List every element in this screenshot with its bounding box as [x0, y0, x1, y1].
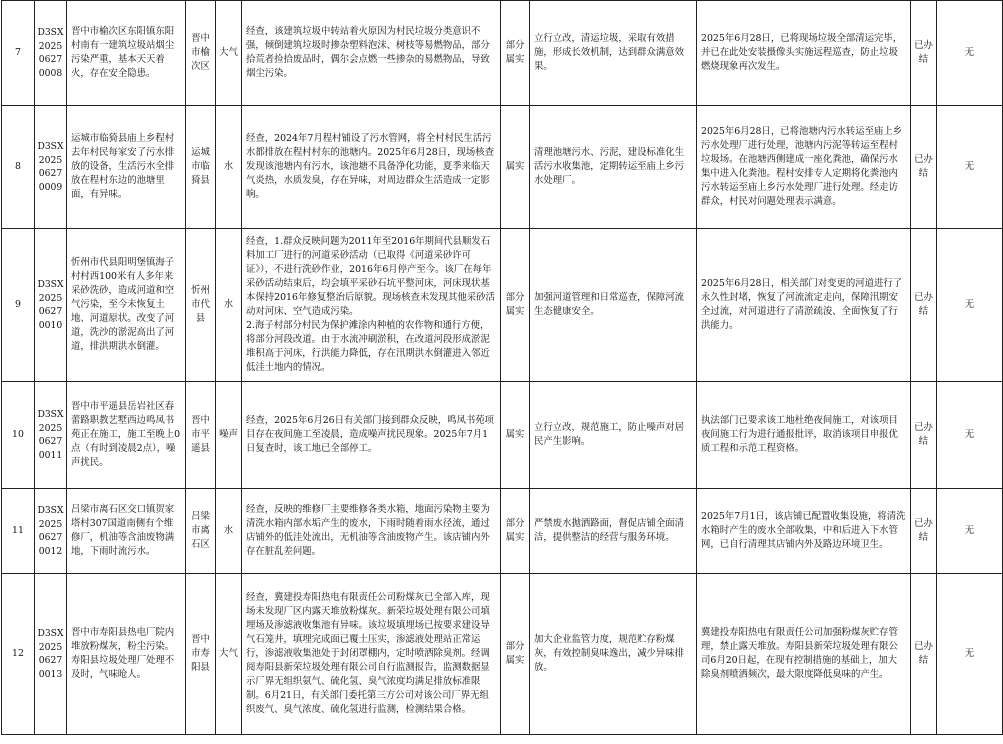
administrative-district: 运城市临猗县: [186, 106, 216, 229]
investigation-findings: 经查，该建筑垃圾中转站着火原因为村民垃圾分类意识不强，倾倒建筑垃圾时掺杂塑料泡沫、树枝等易燃物品，部分拾荒者捡拾废品时，偶尔会点燃一些掺杂的易燃物品，导致烟尘污染。: [242, 1, 501, 106]
investigation-findings: 经查，反映的维修厂主要维修各类水箱，地面污染物主要为清洗水箱内部水垢产生的废水，下雨时随着雨水径流，通过店铺外的低洼处流出，无机油等含油废物产生。该店铺内外存在脏乱差问题。: [242, 489, 501, 574]
verification-verdict: 部分属实: [501, 1, 530, 106]
verification-verdict: 属实: [501, 106, 530, 229]
case-status: 已办结: [911, 229, 937, 382]
table-row: [2, 229, 1003, 382]
administrative-district: 吕梁市离石区: [186, 489, 216, 574]
pollution-type: 噪声: [216, 382, 242, 489]
table-row: [2, 1, 1003, 106]
table-row: [2, 106, 1003, 229]
investigation-findings: 经查，2024年7月程村铺设了污水管网，将全村村民生活污水都排放在程村村东的池塘内。2025年6月28日，现场核查发现该池塘内有污水，该池塘不具备净化功能，夏季来临天气炎热，水质发臭，存在异味，对周边群众生活造成一定影响。: [242, 106, 501, 229]
pollution-type: 大气: [216, 574, 242, 735]
case-number: 11: [2, 489, 35, 574]
administrative-district: 忻州市代县: [186, 229, 216, 382]
verification-verdict: 部分属实: [501, 489, 530, 574]
case-status: 已办结: [911, 1, 937, 106]
handling-result: 2025年7月1日，该店铺已配置收集设施，将清洗水箱时产生的废水全部收集，中和后进入下水管网，已自行清理其店铺内外及路边环境卫生。: [697, 489, 911, 574]
case-number: 12: [2, 574, 35, 735]
table-row: [2, 574, 1003, 735]
complaint-content: 晋中市平遥县岳岩社区春蕾路职教艺墅西边鸣凤书苑正在施工，施工至晚上0点（有时到凌晨2点），噪声扰民。: [67, 382, 186, 489]
accountability: 无: [937, 489, 1003, 574]
verification-verdict: 部分属实: [501, 574, 530, 735]
case-code: D3SX202506270011: [35, 382, 67, 489]
rectification-goal: 立行立改，规范施工，防止噪声对居民产生影响。: [530, 382, 697, 489]
complaint-content: 忻州市代县阳明堡镇海子村村西100米有人多年来采砂洗砂，造成河道和空气污染，至今未恢复土地、河道原状。改变了河道，洗沙的淤泥高出了河道，排洪期洪水倒灌。: [67, 229, 186, 382]
case-code: D3SX202506270013: [35, 574, 67, 735]
accountability: 无: [937, 106, 1003, 229]
investigation-findings: 经查，冀建投寿阳热电有限责任公司粉煤灰已全部入库，现场未发现厂区内露天堆放粉煤灰。新荣垃圾处理有限公司填埋场及渗滤液收集池有异味。该垃圾填埋场已按要求建设导气石笼井，填埋完成面已覆土压实，渗滤液处理站正常运行，渗滤液收集池处于封闭罩棚内，定时喷洒除臭剂。经调阅寿阳县新荣垃圾处理有限公司自行监测报告，监测数据显示厂界无组织氨气、硫化氢、臭气浓度均满足排放标准限制。6月21日，有关部门委托第三方公司对该公司厂界无组织废气、臭气浓度、硫化氢进行监测，检测结果合格。: [242, 574, 501, 735]
case-number: 9: [2, 229, 35, 382]
investigation-findings: 经查，1.群众反映问题为2011年至2016年期间代县顺发石料加工厂进行的河道采砂活动（已取得《河道采砂许可证》），不进行洗砂作业，2016年6月停产至今。该厂在每年采砂活动结束后，均会填平采砂石坑平整河床，河床现状基本保持2016年修复整治后原貌。现场核查未发现其他采砂活动对河床、空气造成污染。 2.海子村部分村民为保护滩涂内种植的农作物和通行方便，将部分河段改道。由于水流冲刷淤积，在改道河段形成淤泥堆积高于河床，行洪能力降低，存在汛期洪水倒灌进入邻近低洼土地内的情况。: [242, 229, 501, 382]
pollution-type: 大气: [216, 1, 242, 106]
handling-result: 2025年6月28日，已将池塘内污水转运至庙上乡污水处理厂进行处理，池塘内污泥等转运至程村垃圾场。在池塘西侧建成一座化粪池，确保污水集中进入化粪池。程村安排专人定期将化粪池内污水转运至庙上乡污水处理厂进行处理。经走访群众，村民对问题处理表示满意。: [697, 106, 911, 229]
accountability: 无: [937, 229, 1003, 382]
case-code: D3SX202506270010: [35, 229, 67, 382]
administrative-district: 晋中市平遥县: [186, 382, 216, 489]
case-status: 已办结: [911, 489, 937, 574]
complaint-content: 晋中市榆次区东阳镇东阳村南有一建筑垃圾站烟尘污染严重，基本天天着火，存在安全隐患。: [67, 1, 186, 106]
case-number: 8: [2, 106, 35, 229]
rectification-goal: 立行立改，清运垃圾，采取有效措施，形成长效机制，达到群众满意效果。: [530, 1, 697, 106]
investigation-findings: 经查，2025年6月26日有关部门接到群众反映，鸣凤书苑项目存在夜间施工至凌晨，造成噪声扰民现象。2025年7月1日复查时，该工地已全部停工。: [242, 382, 501, 489]
complaint-content: 吕梁市离石区交口镇贺家塔村307国道南侧有个维修厂，机油等含油废物满地，下雨时流污水。: [67, 489, 186, 574]
case-status: 已办结: [911, 382, 937, 489]
handling-result: 执法部门已要求该工地杜绝夜间施工，对该项目夜间施工行为进行通报批评，取消该项目申报优质工程和示范工程资格。: [697, 382, 911, 489]
handling-result: 2025年6月28日，相关部门对变更的河道进行了永久性封堵，恢复了河流流定走向，保障汛期安全过流，对河道进行了清淤疏浚、全面恢复了行洪能力。: [697, 229, 911, 382]
pollution-type: 水: [216, 106, 242, 229]
verification-verdict: 部分属实: [501, 229, 530, 382]
accountability: 无: [937, 574, 1003, 735]
case-number: 10: [2, 382, 35, 489]
case-number: 7: [2, 1, 35, 106]
case-code: D3SX202506270009: [35, 106, 67, 229]
handling-result: 2025年6月28日，已将现场垃圾全部清运完毕，并已在此处安装摄像头实施远程巡查，防止垃圾燃烧现象再次发生。: [697, 1, 911, 106]
case-code: D3SX202506270008: [35, 1, 67, 106]
complaint-content: 晋中市寿阳县热电厂院内堆放粉煤灰，粉尘污染。寿阳县垃圾处理厂处理不及时，气味呛人。: [67, 574, 186, 735]
verification-verdict: 属实: [501, 382, 530, 489]
accountability: 无: [937, 1, 1003, 106]
accountability: 无: [937, 382, 1003, 489]
rectification-goal: 清理池塘污水、污泥，建设标准化生活污水收集池，定期转运至庙上乡污水处理厂。: [530, 106, 697, 229]
rectification-goal: 加强河道管理和日常巡查，保障河流生态健康安全。: [530, 229, 697, 382]
pollution-type: 水: [216, 229, 242, 382]
administrative-district: 晋中市榆次区: [186, 1, 216, 106]
rectification-goal: 加大企业监管力度，规范贮存粉煤灰，有效控制臭味逸出，减少异味排放。: [530, 574, 697, 735]
case-code: D3SX202506270012: [35, 489, 67, 574]
administrative-district: 晋中市寿阳县: [186, 574, 216, 735]
handling-result: 冀建投寿阳热电有限责任公司加强粉煤灰贮存管理，禁止露天堆放。寿阳县新荣垃圾处理有限公司6月20日起，在现有控制措施的基础上，加大除臭剂喷洒频次，最大限度降低臭味的产生。: [697, 574, 911, 735]
table-row: [2, 489, 1003, 574]
complaint-content: 运城市临猗县庙上乡程村去年村民每家安了污水排放的设备，生活污水全排放在程村东边的池塘里面，有异味。: [67, 106, 186, 229]
rectification-goal: 严禁废水抛洒路面，督促店铺全面清洁，提供整洁的经营与服务环境。: [530, 489, 697, 574]
case-status: 已办结: [911, 574, 937, 735]
table-row: [2, 382, 1003, 489]
case-status: 已办结: [911, 106, 937, 229]
pollution-type: 水: [216, 489, 242, 574]
case-table: [1, 0, 1003, 735]
